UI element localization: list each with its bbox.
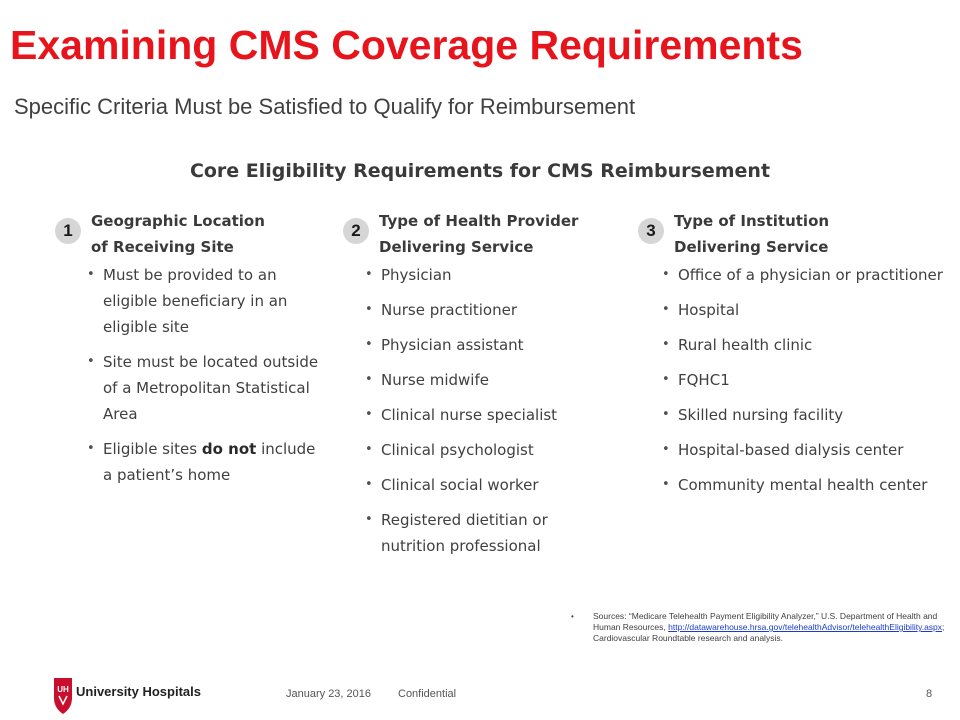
list-item: • Nurse midwife	[381, 367, 601, 393]
logo-text: University Hospitals	[76, 684, 201, 699]
list-item: • Must be provided to an eligible beneficiary in an eligible site	[103, 262, 325, 340]
footer-date: January 23, 2016	[286, 688, 372, 700]
section-heading: Core Eligibility Requirements for CMS Reimbursement	[189, 160, 771, 182]
page-number: 8	[926, 688, 933, 700]
list-item: • Site must be located outside of a Metropolitan Statistical Area	[103, 349, 325, 427]
uh-shield-icon	[52, 676, 74, 716]
list-item: • Clinical psychologist	[381, 437, 601, 463]
column-title-line: of Receiving Site	[91, 238, 234, 256]
list-item-text: include a patient’s home	[103, 440, 316, 484]
list-item: • Physician	[381, 262, 601, 288]
number-badge: 3	[638, 218, 664, 244]
number-badge: 1	[55, 218, 81, 244]
column-title	[379, 208, 578, 260]
logo-mark-text: UH	[57, 685, 69, 694]
list-item: • Rural health clinic	[678, 332, 948, 358]
bullet-list	[678, 262, 948, 507]
number-badge: 2	[343, 218, 369, 244]
column-title-line: Type of Institution	[674, 212, 830, 230]
list-item-text: Eligible sites	[103, 440, 202, 458]
slide-subtitle: Specific Criteria Must be Satisfied to Qualify for Reimbursement	[14, 94, 636, 119]
list-item: • Hospital-based dialysis center	[678, 437, 948, 463]
column-title-line: Geographic Location	[91, 212, 265, 230]
sources-text: Sources: “Medicare Telehealth Payment Eligibility Analyzer,” U.S. Department of Health and Human Resources,	[593, 611, 938, 632]
list-item: • Community mental health center	[678, 472, 948, 498]
sources-text: ; Cardiovascular Roundtable research and analysis.	[593, 622, 945, 643]
sources-note	[593, 611, 951, 644]
column-title-line: Type of Health Provider	[379, 212, 579, 230]
list-item: • Office of a physician or practitioner	[678, 262, 948, 288]
column-title-line: Delivering Service	[674, 238, 829, 256]
list-item: • Clinical nurse specialist	[381, 402, 601, 428]
footer-confidential: Confidential	[398, 688, 457, 700]
list-item: • Nurse practitioner	[381, 297, 601, 323]
list-item: • Physician assistant	[381, 332, 601, 358]
list-item: • Hospital	[678, 297, 948, 323]
list-item: • FQHC1	[678, 367, 948, 393]
university-hospitals-logo	[52, 676, 212, 716]
list-item: • Skilled nursing facility	[678, 402, 948, 428]
column-title	[91, 208, 265, 260]
sources-link[interactable]: http://datawarehouse.hrsa.gov/telehealthAdvisor/telehealthEligibility.aspx	[668, 622, 943, 632]
list-item: • Registered dietitian or nutrition professional	[381, 507, 601, 559]
bullet-list	[103, 262, 325, 497]
column-title-line: Delivering Service	[379, 238, 534, 256]
slide-title: Examining CMS Coverage Requirements	[10, 22, 803, 68]
emphasis-text: do not	[201, 440, 257, 458]
list-item: • Clinical social worker	[381, 472, 601, 498]
bullet-list	[381, 262, 601, 568]
list-item	[103, 436, 325, 488]
column-title	[674, 208, 829, 260]
